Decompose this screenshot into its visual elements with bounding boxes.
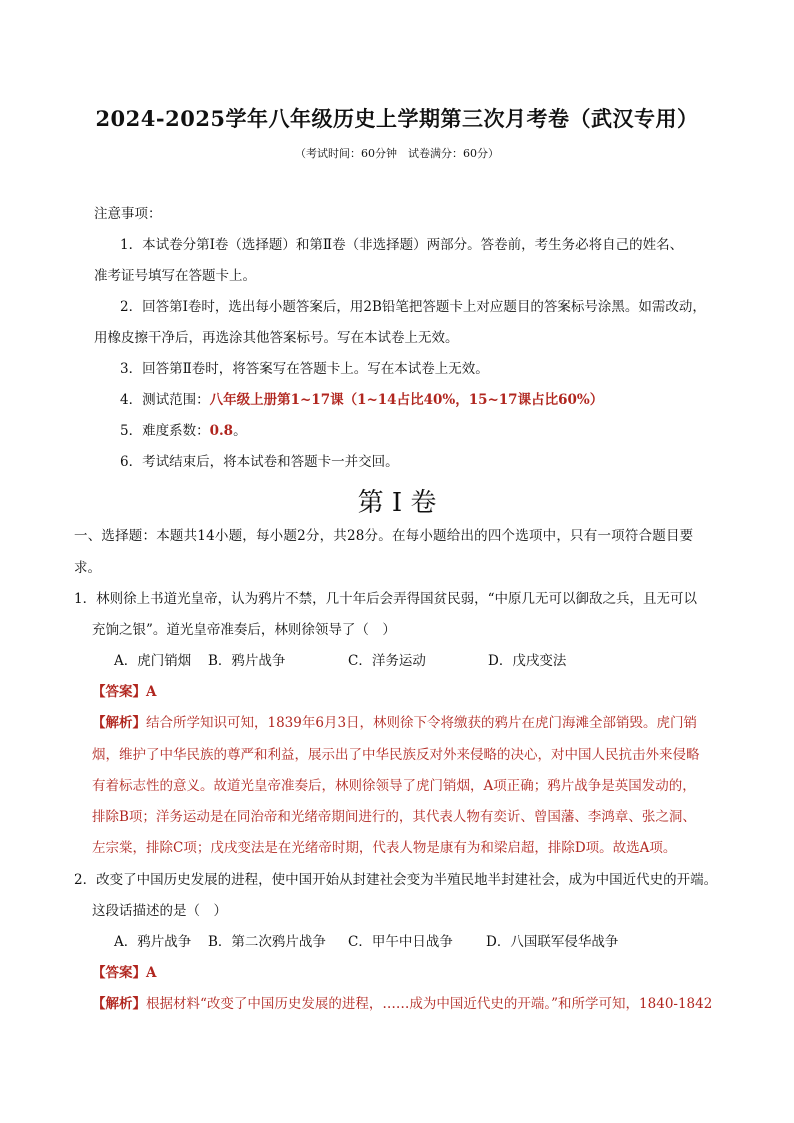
test-scope-label: 4．测试范围： <box>120 392 210 408</box>
section-title: 第 I 卷 <box>357 488 437 518</box>
question-2-stem-line-2: 这段话描述的是（ ） <box>92 903 227 919</box>
notice-item-3: 3．回答第Ⅱ卷时，将答案写在答题卡上。写在本试卷上无效。 <box>120 361 489 377</box>
section-intro-line-1: 一、选择题：本题共14小题，每小题2分，共28分。在每小题给出的四个选项中，只有一项符合题目要 <box>74 528 694 544</box>
question-1-option-c: C．洋务运动 <box>348 653 426 669</box>
question-2-answer <box>92 963 156 983</box>
question-2-options <box>114 932 618 952</box>
notice-item-1-line-2: 准考证号填写在答题卡上。 <box>94 268 256 284</box>
question-1-analysis-line-3: 有着标志性的意义。故道光皇帝准奏后，林则徐领导了虎门销烟，A项正确；鸦片战争是英国发动的， <box>92 778 696 794</box>
question-1-analysis-line-1 <box>92 713 697 733</box>
question-2-option-d: D．八国联军侵华战争 <box>486 934 619 950</box>
analysis-text: 结合所学知识可知，1839年6月3日，林则徐下令将缴获的鸦片在虎门海滩全部销毁。虎门销 <box>146 715 698 731</box>
question-2-stem-line-1: 2．改变了中国历史发展的进程，使中国开始从封建社会变为半殖民地半封建社会，成为中国近代史的开端。 <box>74 872 718 888</box>
answer-label: 【答案】 <box>92 684 146 700</box>
difficulty-suffix: 。 <box>233 423 247 439</box>
question-1-option-b: B．鸦片战争 <box>208 653 286 669</box>
question-2-option-a: A．鸦片战争 <box>114 934 192 950</box>
answer-label: 【答案】 <box>92 965 146 981</box>
test-scope-value: 八年级上册第1~17课（1~14占比40%，15~17课占比60%） <box>209 392 604 408</box>
notice-item-2-line-1: 2．回答第Ⅰ卷时，选出每小题答案后，用2B铅笔把答题卡上对应题目的答案标号涂黑。如需改动， <box>120 299 706 315</box>
question-1-analysis-line-4: 排除B项；洋务运动是在同治帝和光绪帝期间进行的，其代表人物有奕䜣、曾国藩、李鸿章、张之洞、 <box>92 809 696 825</box>
notice-item-6: 6．考试结束后，将本试卷和答题卡一并交回。 <box>120 454 399 470</box>
notice-item-1-line-1: 1．本试卷分第Ⅰ卷（选择题）和第Ⅱ卷（非选择题）两部分。答卷前，考生务必将自己的姓名、 <box>120 237 684 253</box>
difficulty-value: 0.8 <box>209 423 234 439</box>
notice-item-2-line-2: 用橡皮擦干净后，再选涂其他答案标号。写在本试卷上无效。 <box>94 330 459 346</box>
question-1-option-d: D．戊戌变法 <box>488 653 567 669</box>
question-1-stem-line-2: 充饷之银”。道光皇帝准奏后，林则徐领导了（ ） <box>92 622 396 638</box>
notice-item-5 <box>120 421 247 441</box>
notice-item-4 <box>120 390 603 410</box>
question-1-stem-line-1: 1．林则徐上书道光皇帝，认为鸦片不禁，几十年后会弄得国贫民弱，“中原几无可以御敌之兵，且无可以 <box>74 591 697 607</box>
difficulty-label: 5．难度系数： <box>120 423 210 439</box>
analysis-text: 根据材料“改变了中国历史发展的进程，……成为中国近代史的开端。”和所学可知，1840-1842 <box>146 996 713 1012</box>
answer-value: A <box>146 965 157 981</box>
analysis-label: 【解析】 <box>92 715 146 731</box>
section-intro-line-2: 求。 <box>74 560 101 576</box>
notice-heading: 注意事项： <box>94 206 162 222</box>
analysis-label: 【解析】 <box>92 996 146 1012</box>
question-1-options <box>114 651 566 671</box>
question-2-analysis-line-1 <box>92 994 712 1014</box>
question-2-option-c: C．甲午中日战争 <box>348 934 453 950</box>
question-1-option-a: A．虎门销烟 <box>114 653 192 669</box>
question-1-analysis-line-5: 左宗棠，排除C项；戊戌变法是在光绪帝时期，代表人物是康有为和梁启超，排除D项。故选A项。 <box>92 840 677 856</box>
question-1-analysis-line-2: 烟，维护了中华民族的尊严和利益，展示出了中华民族反对外来侵略的决心，对中国人民抗击外来侵略 <box>92 747 700 763</box>
exam-time-info: （考试时间：60分钟 试卷满分：60分） <box>295 147 499 160</box>
answer-value: A <box>146 684 157 700</box>
question-1-answer <box>92 682 156 702</box>
page-title: 2024-2025学年八年级历史上学期第三次月考卷（武汉专用） <box>95 106 699 131</box>
question-2-option-b: B．第二次鸦片战争 <box>208 934 326 950</box>
